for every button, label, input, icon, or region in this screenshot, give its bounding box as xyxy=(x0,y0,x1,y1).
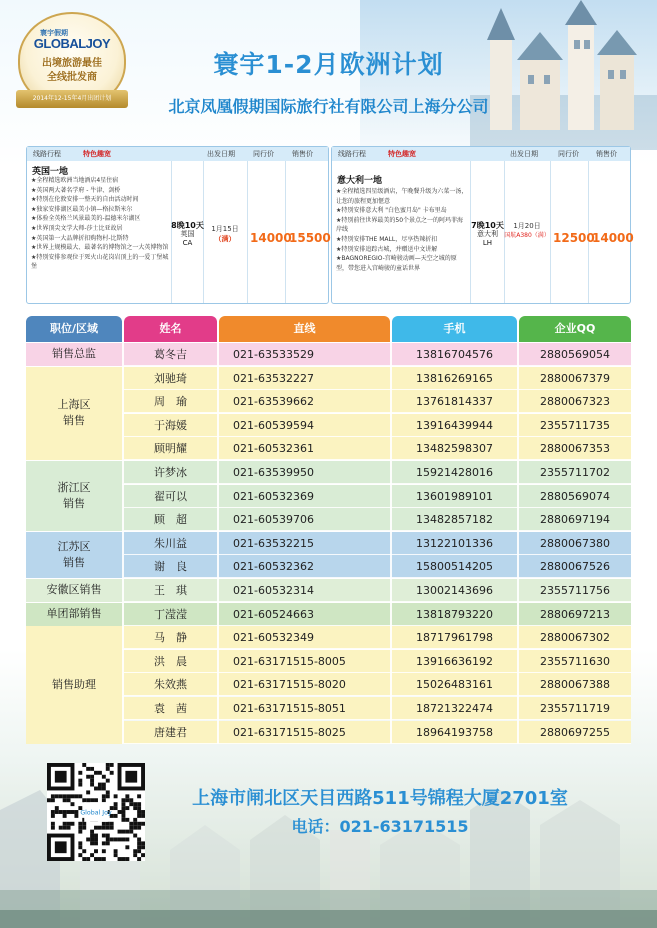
contact-phone: 021-60532349 xyxy=(233,631,314,645)
duration-text: 7晚10天 xyxy=(471,221,504,230)
contact-mobile: 13916439944 xyxy=(416,418,493,432)
contact-mobile: 13818793220 xyxy=(416,607,493,621)
region-label xyxy=(26,626,122,743)
contact-qq: 2355711756 xyxy=(540,584,610,597)
contact-name: 洪 晨 xyxy=(154,654,187,668)
contact-mobile: 13816704576 xyxy=(416,348,493,361)
highlight-item: ★特别前往世界最美的50个景点之一的阿玛菲海岸线 xyxy=(336,216,464,234)
highlight-item: ★世界上规模最大、最著名的博物馆之一大英博物馆 xyxy=(31,244,169,252)
country-text: 英国 xyxy=(180,230,195,238)
departure-date: 1月15日 xyxy=(211,225,239,233)
product-panel-italy xyxy=(331,146,634,304)
contact-name: 于海媛 xyxy=(154,418,187,432)
product-departure xyxy=(203,224,247,244)
contact-name: 马 静 xyxy=(154,631,187,645)
region-label xyxy=(26,532,122,578)
contact-name: 丁滢滢 xyxy=(154,607,187,621)
contact-phone: 021-63171515-8051 xyxy=(233,702,346,715)
sale-price: 14000 xyxy=(592,231,634,245)
contact-qq: 2880067323 xyxy=(540,395,610,409)
product-duration xyxy=(171,221,204,248)
logo-brand: GLOBALJOY xyxy=(33,36,111,51)
highlight-item: ★全程精选欧洲当地酒店4星住宿 xyxy=(31,177,119,184)
contact-mobile: 15921428016 xyxy=(416,466,493,479)
highlight-item: ★特别安排意大利 "白色蜜月岛" 卡布里岛 xyxy=(336,207,447,215)
peer-price-header: 同行价 xyxy=(558,150,579,158)
sale-price-header: 销售价 xyxy=(292,150,313,158)
product-highlights xyxy=(336,187,468,273)
contact-name: 顾明耀 xyxy=(154,442,187,456)
contact-qq: 2355711719 xyxy=(540,702,610,715)
product-header-row xyxy=(332,147,630,161)
contact-name: 谢 良 xyxy=(154,560,187,574)
contact-phone: 021-60532314 xyxy=(233,584,314,597)
contact-name: 周 瑜 xyxy=(154,395,187,409)
contact-mobile: 18717961798 xyxy=(416,631,493,645)
contact-phone: 021-63539662 xyxy=(233,395,314,409)
region-label-text: 销售总监 xyxy=(52,347,96,361)
company-phone: 电话：021-63171515 xyxy=(291,817,469,836)
region-label xyxy=(26,343,122,366)
contact-qq: 2880067526 xyxy=(540,560,610,574)
logo-slogan-2: 全线批发商 xyxy=(47,72,97,83)
region-label xyxy=(26,461,122,531)
company-address: 上海市闸北区天目西路511号锦程大厦2701室 xyxy=(192,788,568,809)
contact-name: 袁 茜 xyxy=(154,702,187,715)
product-name: 英国一地 xyxy=(32,167,69,177)
product-departure xyxy=(504,221,550,241)
contact-name: 刘驰琦 xyxy=(154,371,187,385)
contact-qq: 2355711735 xyxy=(540,418,610,432)
highlight-item: ★英国第一大品牌折扣购物村-比斯特 xyxy=(31,234,129,242)
contact-phone: 021-60532362 xyxy=(233,560,314,574)
contact-phone: 021-63533529 xyxy=(233,348,314,361)
contact-qq: 2355711630 xyxy=(540,654,610,668)
contact-phone: 021-60524663 xyxy=(233,607,314,621)
highlight-item: ★全程精选四星级酒店，午晚餐升级为六菜一汤，让您的旅程更加惬意 xyxy=(336,188,468,205)
contact-qq: 2880697194 xyxy=(540,513,610,527)
column-header-mobile: 手机 xyxy=(392,316,517,342)
product-panel-uk xyxy=(26,146,329,304)
airline-text: CA xyxy=(182,239,193,247)
contact-name: 朱效燕 xyxy=(154,678,187,692)
region-label-text: 上海区 销售 xyxy=(57,398,91,428)
peer-price: 12500 xyxy=(553,231,595,245)
sold-out-badge: （满） xyxy=(214,235,236,243)
contact-mobile: 15026483161 xyxy=(416,678,493,692)
logo-top-text: 寰宇假期 xyxy=(40,29,68,37)
contact-name: 顾 超 xyxy=(154,513,187,527)
column-header-name: 姓名 xyxy=(124,316,217,342)
sale-price-header: 销售价 xyxy=(596,150,617,158)
contact-qq: 2880697255 xyxy=(540,725,610,739)
peer-price: 14000 xyxy=(250,231,292,245)
region-label-text: 单团部销售 xyxy=(46,606,102,620)
highlight-item: ★体验全英格兰风景最美的-温德米尔湖区 xyxy=(31,215,141,223)
duration-text: 8晚10天 xyxy=(171,221,204,230)
contact-name: 翟可以 xyxy=(154,489,187,503)
region-label xyxy=(26,579,122,602)
contact-qq: 2880697213 xyxy=(540,607,610,621)
qr-center-label: Global Joy xyxy=(80,809,112,817)
contact-qq: 2880067302 xyxy=(540,631,610,645)
departure-date: 1月20日 xyxy=(513,222,541,230)
product-highlights xyxy=(31,176,171,272)
contact-qq: 2880067388 xyxy=(540,678,610,692)
company-name: 北京凤凰假期国际旅行社有限公司上海分公司 xyxy=(168,97,489,116)
region-label-text: 安徽区销售 xyxy=(46,583,102,597)
contact-qq: 2880067380 xyxy=(540,536,610,550)
product-name: 意大利一地 xyxy=(337,176,383,186)
logo-ribbon: 2014年12-15年4月出团计划 xyxy=(16,90,128,108)
highlight-item: ★BAGNOREGIO-宫崎骏动画—天空之城的原型，带您进入宫崎骏的童话世界 xyxy=(336,255,457,272)
contact-phone: 021-60539594 xyxy=(233,418,314,432)
contact-phone: 021-63532215 xyxy=(233,536,314,550)
departure-note: 国航A380（满） xyxy=(504,232,550,239)
region-label-text: 销售助理 xyxy=(52,677,96,691)
sale-price: 15500 xyxy=(289,231,331,245)
contact-mobile: 13761814337 xyxy=(416,395,493,409)
contact-phone: 021-63532227 xyxy=(233,371,314,385)
airline-text: LH xyxy=(482,239,493,247)
page-title: 寰宇1-2月欧洲计划 xyxy=(213,50,444,79)
region-label xyxy=(26,603,122,626)
contact-qq: 2880569054 xyxy=(540,348,610,361)
region-label-text: 江苏区 销售 xyxy=(57,539,91,569)
feature-header: 特色趣宽 xyxy=(83,150,111,158)
contact-name: 唐建君 xyxy=(154,725,187,739)
highlight-item: ★特别在伦敦安排一整天的自由活动时间 xyxy=(31,196,139,204)
contact-mobile: 18721322474 xyxy=(416,702,493,715)
route-header: 线路行程 xyxy=(338,150,366,158)
column-header-qq: 企业QQ xyxy=(519,316,631,342)
country-text: 意大利 xyxy=(477,230,498,238)
contact-qq: 2880067379 xyxy=(540,371,610,385)
product-duration xyxy=(470,221,505,248)
contact-mobile: 13601989101 xyxy=(416,489,493,503)
contact-name: 葛冬吉 xyxy=(154,348,187,361)
column-header-phone: 直线 xyxy=(219,316,390,342)
highlight-item: ★独家安排湖区最美小镇—格拉斯米尔 xyxy=(31,205,133,213)
logo-slogan-1: 出境旅游最佳 xyxy=(42,58,102,69)
contact-name: 王 琪 xyxy=(154,584,187,597)
highlight-item: ★特别安排追踪古城，并赠送中文讲解 xyxy=(336,245,438,253)
route-header: 线路行程 xyxy=(33,150,61,158)
qr-code[interactable] xyxy=(47,763,145,861)
contact-mobile: 13482857182 xyxy=(416,513,493,527)
contact-phone: 021-60532361 xyxy=(233,442,314,456)
contact-mobile: 13482598307 xyxy=(416,442,493,456)
departure-header: 出发日期 xyxy=(207,150,235,158)
contact-name: 朱川益 xyxy=(154,536,187,550)
contact-phone: 021-63539950 xyxy=(233,466,314,479)
region-label xyxy=(26,367,122,460)
column-header-region: 职位/区域 xyxy=(26,316,122,342)
highlight-item: ★世界顶尖文学大师-莎士比亚故居 xyxy=(31,224,123,232)
highlight-item: ★英国两大著名学府 - 牛津、剑桥 xyxy=(31,186,121,194)
peer-price-header: 同行价 xyxy=(253,150,274,158)
contact-mobile: 13122101336 xyxy=(416,536,493,550)
contact-phone: 021-60532369 xyxy=(233,489,314,503)
product-header-row xyxy=(27,147,328,161)
highlight-item: ★特别安排参观位于死火山花岗岩顶上的一爱丁堡城堡 xyxy=(31,253,169,271)
contact-phone: 021-60539706 xyxy=(233,513,314,527)
contact-phone: 021-63171515-8025 xyxy=(233,725,346,739)
contact-qq: 2355711702 xyxy=(540,466,610,479)
contact-qq: 2880067353 xyxy=(540,442,610,456)
feature-header: 特色趣宽 xyxy=(388,150,416,158)
region-label-text: 浙江区 销售 xyxy=(57,480,91,510)
contact-name: 许梦冰 xyxy=(154,466,187,479)
contact-phone: 021-63171515-8020 xyxy=(233,678,346,692)
contact-mobile: 18964193758 xyxy=(416,725,493,739)
contact-mobile: 15800514205 xyxy=(416,560,493,574)
contact-mobile: 13002143696 xyxy=(416,584,493,597)
contact-qq: 2880569074 xyxy=(540,489,610,503)
contact-phone: 021-63171515-8005 xyxy=(233,654,346,668)
contact-mobile: 13916636192 xyxy=(416,654,493,668)
departure-header: 出发日期 xyxy=(510,150,538,158)
contact-mobile: 13816269165 xyxy=(416,371,493,385)
highlight-item: ★特别安排THE MALL，尽享热辣折扣 xyxy=(336,235,438,243)
